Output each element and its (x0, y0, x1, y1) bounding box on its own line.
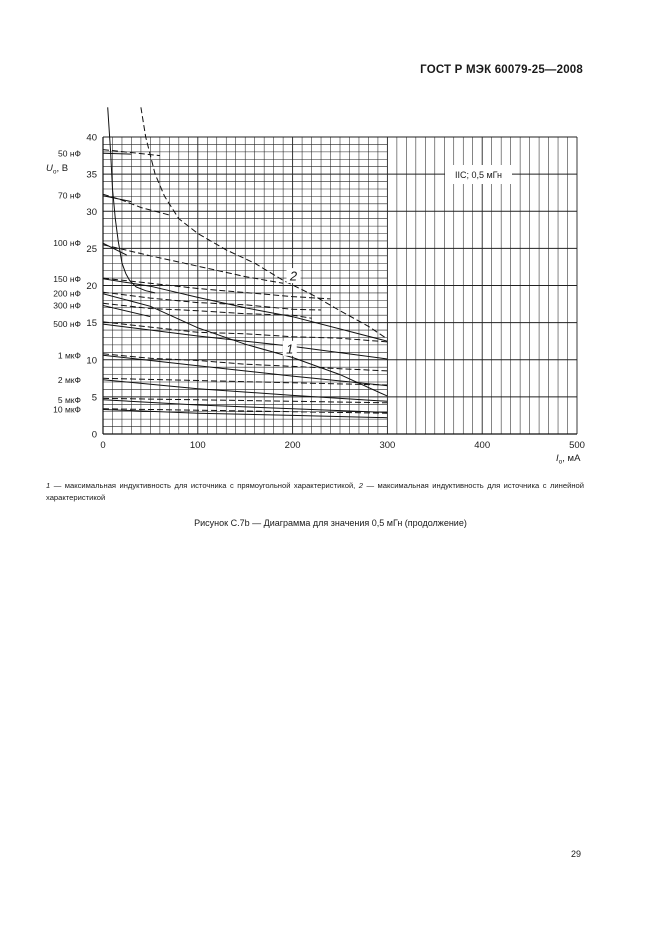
legend-note (46, 480, 584, 504)
capacitance-label: 1 мкФ (57, 350, 81, 361)
y-tick-label: 35 (86, 169, 97, 181)
page-number: 29 (571, 849, 582, 859)
legend-note-number-1: 1 (46, 481, 51, 490)
capacitance-label: 10 мкФ (53, 404, 81, 415)
x-axis-label: $I_o$, мА (556, 453, 581, 466)
capacitance-label: 300 нФ (53, 300, 81, 311)
capacitance-label: 70 нФ (58, 190, 81, 201)
x-tick-label: 500 (569, 440, 585, 451)
capacitance-label: 50 нФ (58, 148, 81, 159)
y-tick-label: 15 (86, 318, 97, 330)
figure-title: Рисунок С.7b — Диаграмма для значения 0,5 мГн (продолжение) (194, 518, 467, 528)
x-tick-label: 300 (379, 440, 396, 451)
x-tick-label: 400 (474, 440, 491, 451)
legend-note-text-2: — максимальная индуктивность для источника с линейной характеристикой (46, 481, 584, 502)
y-tick-label: 0 (91, 429, 97, 441)
capacitance-label: 5 мкФ (57, 394, 81, 405)
series-line-3 (103, 153, 131, 154)
legend-note-number-2: 2 (358, 481, 363, 490)
x-tick-label: 0 (100, 440, 106, 451)
y-axis-label: $U_o$, В (46, 163, 69, 176)
capacitance-label: 100 нФ (53, 238, 81, 249)
x-tick-label: 200 (284, 440, 301, 451)
capacitance-label: 2 мкФ (57, 374, 81, 385)
capacitance-label: 500 нФ (53, 319, 81, 330)
x-tick-label: 100 (189, 440, 206, 451)
y-tick-label: 10 (86, 355, 97, 367)
legend-note-text-1: — максимальная индуктивность для источника с прямоугольной характеристикой, (50, 481, 359, 490)
y-tick-label: 5 (91, 392, 97, 404)
document-header: ГОСТ Р МЭК 60079-25—2008 (420, 64, 583, 76)
curve-label-2: 2 (289, 268, 298, 284)
capacitance-label: 150 нФ (53, 273, 81, 284)
y-tick-label: 25 (86, 243, 97, 255)
curve-label-1: 1 (286, 341, 294, 357)
series-line-6 (103, 194, 169, 215)
y-tick-label: 30 (86, 206, 97, 218)
y-tick-label: 20 (86, 281, 97, 292)
annotation-label: IIC; 0,5 мГн (454, 170, 503, 180)
y-tick-label: 40 (86, 132, 97, 144)
capacitance-label: 200 нФ (53, 288, 81, 299)
